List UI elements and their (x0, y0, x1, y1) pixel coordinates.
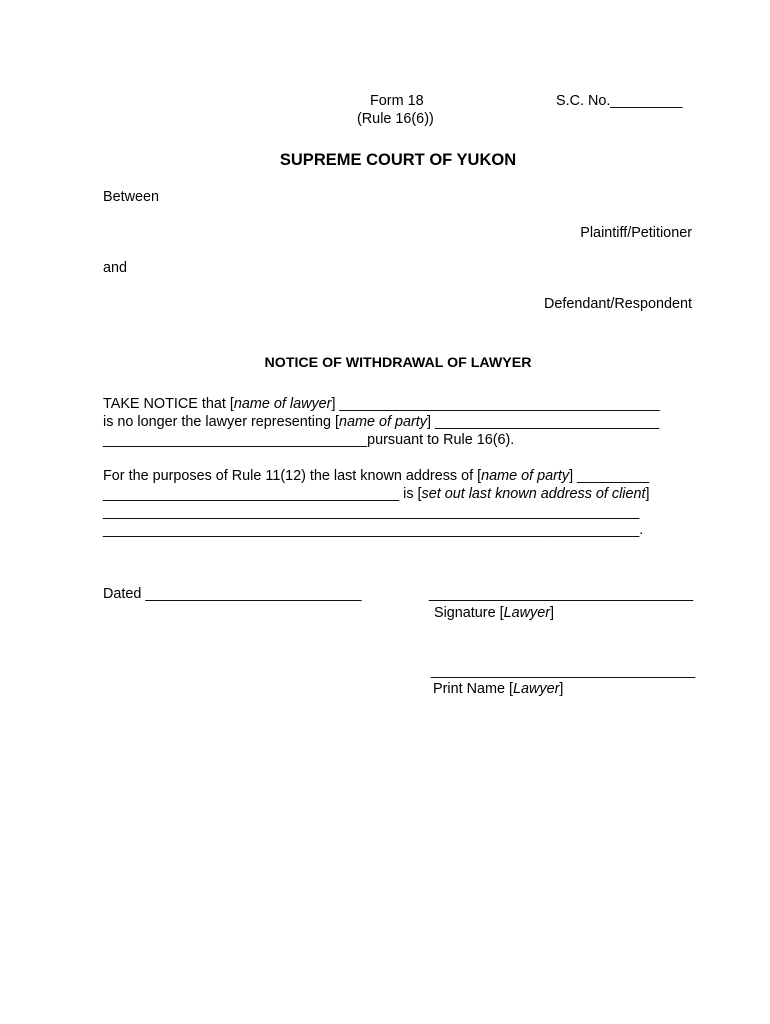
notice-paragraph-1-line-1 (103, 395, 660, 413)
text-segment: is no longer the lawyer representing [ (103, 414, 339, 430)
notice-paragraph-2-line-4: ___________________________________________________________________. (103, 522, 644, 538)
text-segment: ] (559, 681, 564, 697)
signature-label (434, 604, 554, 622)
text-segment: For the purposes of Rule 11(12) the last known address of [ (103, 468, 482, 484)
text-segment: _____________________________________ is [ (103, 486, 422, 502)
text-segment: ] ____________________________ (426, 414, 660, 430)
notice-paragraph-1-line-3: _________________________________pursuant to Rule 16(6). (103, 432, 515, 448)
text-segment: ] (550, 605, 554, 621)
placeholder-client-address: set out last known address of client (421, 486, 646, 502)
print-name-line: _________________________________ (431, 663, 696, 679)
text-segment: ] _________ (569, 468, 650, 484)
dated-field: Dated ___________________________ (103, 586, 362, 602)
placeholder-name-of-party: name of party (338, 414, 427, 430)
notice-paragraph-2-line-1 (103, 467, 649, 485)
and-label: and (103, 260, 128, 276)
placeholder-lawyer: Lawyer (503, 605, 550, 621)
notice-paragraph-1-line-2 (103, 413, 659, 431)
notice-paragraph-2-line-2 (103, 485, 650, 503)
defendant-label: Defendant/Respondent (543, 296, 692, 312)
court-title: SUPREME COURT OF YUKON (279, 151, 517, 169)
text-segment: ] (645, 486, 650, 502)
between-label: Between (103, 189, 160, 205)
placeholder-name-of-party: name of party (481, 468, 570, 484)
text-segment: Signature [ (434, 605, 504, 621)
print-name-label (433, 680, 563, 698)
signature-line: _________________________________ (429, 586, 694, 602)
sc-number-field: S.C. No._________ (556, 93, 683, 109)
placeholder-lawyer: Lawyer (512, 681, 560, 697)
form-number: Form 18 (370, 93, 424, 109)
notice-title: NOTICE OF WITHDRAWAL OF LAWYER (264, 355, 532, 371)
plaintiff-label: Plaintiff/Petitioner (580, 225, 692, 241)
notice-paragraph-2-line-3: ___________________________________________________________________ (103, 504, 640, 520)
rule-reference: (Rule 16(6)) (357, 111, 434, 127)
placeholder-name-of-lawyer: name of lawyer (233, 396, 332, 412)
text-segment: Print Name [ (433, 681, 513, 697)
text-segment: TAKE NOTICE that [ (103, 396, 234, 412)
text-segment: ] ________________________________________ (331, 396, 660, 412)
